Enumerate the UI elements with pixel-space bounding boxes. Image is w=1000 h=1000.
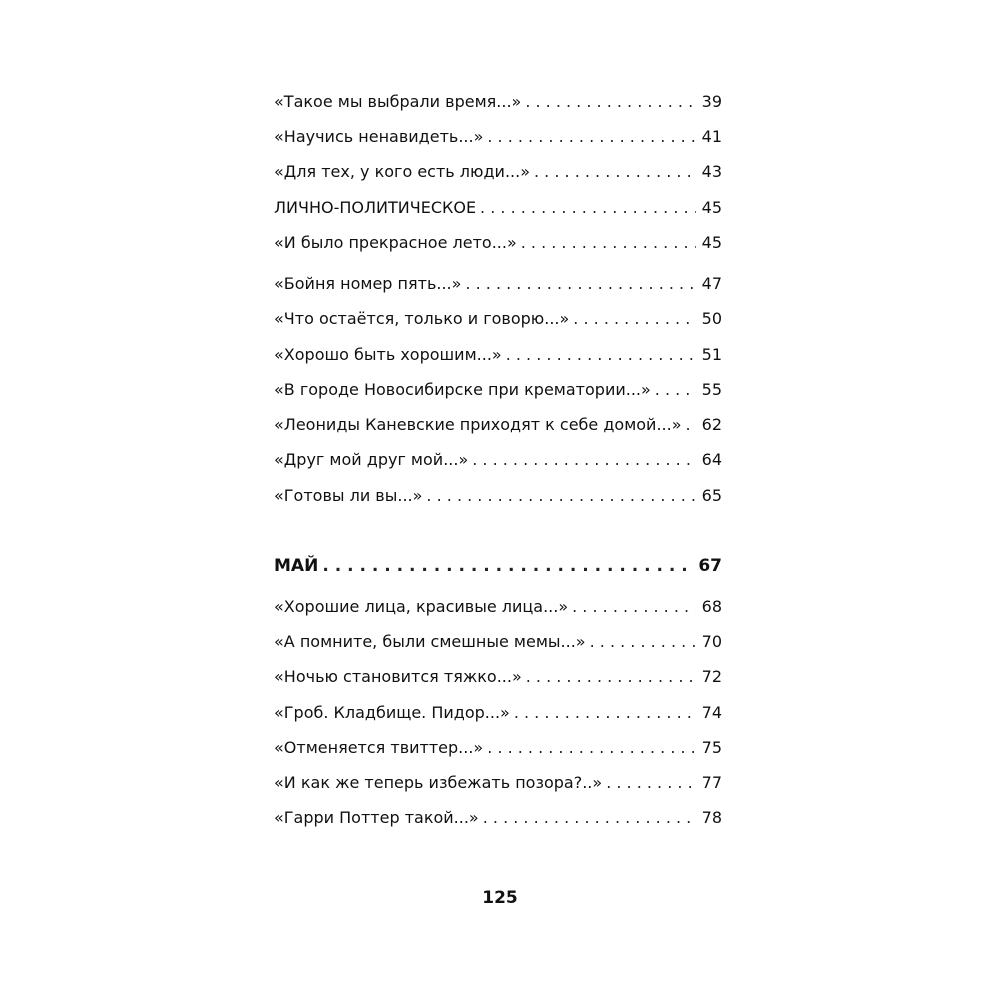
toc-entry [274,194,722,222]
toc-entry-page: 41 [701,127,722,146]
toc-entry-page: 62 [701,415,722,434]
toc-entry-title: «Хорошие лица, красивые лица...» [274,597,569,616]
dot-leader [506,341,696,369]
toc-entry-title: «Научись ненавидеть...» [274,127,484,146]
toc-entry-title: «И как же теперь избежать позора?..» [274,773,603,792]
toc-entry-page: 45 [701,198,722,217]
table-of-contents [274,0,722,860]
dot-leader [526,663,696,691]
dot-leader [686,411,696,439]
toc-entry-page: 50 [701,309,722,328]
toc-entry-page: 39 [701,92,722,111]
dot-leader [487,734,695,762]
toc-entry-title: «Отменяется твиттер...» [274,738,484,757]
toc-entry [274,446,722,474]
toc-section-title: МАЙ [274,556,319,576]
toc-entry-page: 47 [701,274,722,293]
toc-entry-page: 51 [701,345,722,364]
dot-leader [573,305,695,333]
toc-entry [274,88,722,116]
toc-entry-page: 55 [701,380,722,399]
toc-entry-page: 75 [701,738,722,757]
toc-entry-title: «Что остаётся, только и говорю...» [274,309,570,328]
toc-entry-page: 72 [701,667,722,686]
toc-entry [274,270,722,298]
toc-entry [274,158,722,186]
dot-leader [655,376,696,404]
toc-entry-page: 70 [701,632,722,651]
toc-entry-title: ЛИЧНО-ПОЛИТИЧЕСКОЕ [274,198,477,217]
toc-entry [274,482,722,510]
toc-entry [274,628,722,656]
toc-entry [274,769,722,797]
toc-entry-title: «Хорошо быть хорошим...» [274,345,502,364]
toc-entry-page: 77 [701,773,722,792]
dot-leader [426,482,695,510]
toc-entry [274,341,722,369]
toc-entry-title: «А помните, были смешные мемы...» [274,632,586,651]
toc-entry-title: «В городе Новосибирске при крематории...» [274,380,651,399]
dot-leader [572,593,696,621]
toc-entry-title: «Ночью становится тяжко...» [274,667,522,686]
toc-entry-page: 68 [701,597,722,616]
toc-entry-page: 64 [701,450,722,469]
toc-entry [274,734,722,762]
toc-entry-page: 43 [701,162,722,181]
dot-leader [487,123,695,151]
toc-entry [274,411,722,439]
toc-entry-page: 74 [701,703,722,722]
toc-entry-title: «Гарри Поттер такой...» [274,808,479,827]
dot-leader [525,88,695,116]
toc-entry-page: 65 [701,486,722,505]
page-number: 125 [482,888,518,908]
dot-leader [472,446,695,474]
toc-section-heading [274,552,722,580]
toc-entry-title: «Для тех, у кого есть люди...» [274,162,530,181]
dot-leader [514,699,696,727]
toc-entry-page: 45 [701,233,722,252]
toc-entry-title: «Готовы ли вы...» [274,486,423,505]
dot-leader [465,270,695,298]
toc-entry-title: «И было прекрасное лето...» [274,233,517,252]
toc-entry [274,804,722,832]
toc-section-page: 67 [698,556,722,576]
toc-entry [274,699,722,727]
dot-leader [606,769,695,797]
dot-leader [483,804,696,832]
toc-entry-page: 78 [701,808,722,827]
toc-entry-title: «Гроб. Кладбище. Пидор...» [274,703,510,722]
toc-entry-title: «Леониды Каневские приходят к себе домой...» [274,415,682,434]
dot-leader [521,229,696,257]
toc-entry [274,376,722,404]
dot-leader [480,194,696,222]
toc-entry-title: «Такое мы выбрали время...» [274,92,522,111]
dot-leader [534,158,696,186]
toc-entry-title: «Бойня номер пять...» [274,274,462,293]
toc-entry [274,663,722,691]
toc-entry [274,593,722,621]
toc-entry-title: «Друг мой друг мой...» [274,450,469,469]
toc-entry [274,305,722,333]
dot-leader [590,628,696,656]
toc-entry [274,229,722,257]
toc-entry [274,123,722,151]
dot-leader [322,552,692,580]
